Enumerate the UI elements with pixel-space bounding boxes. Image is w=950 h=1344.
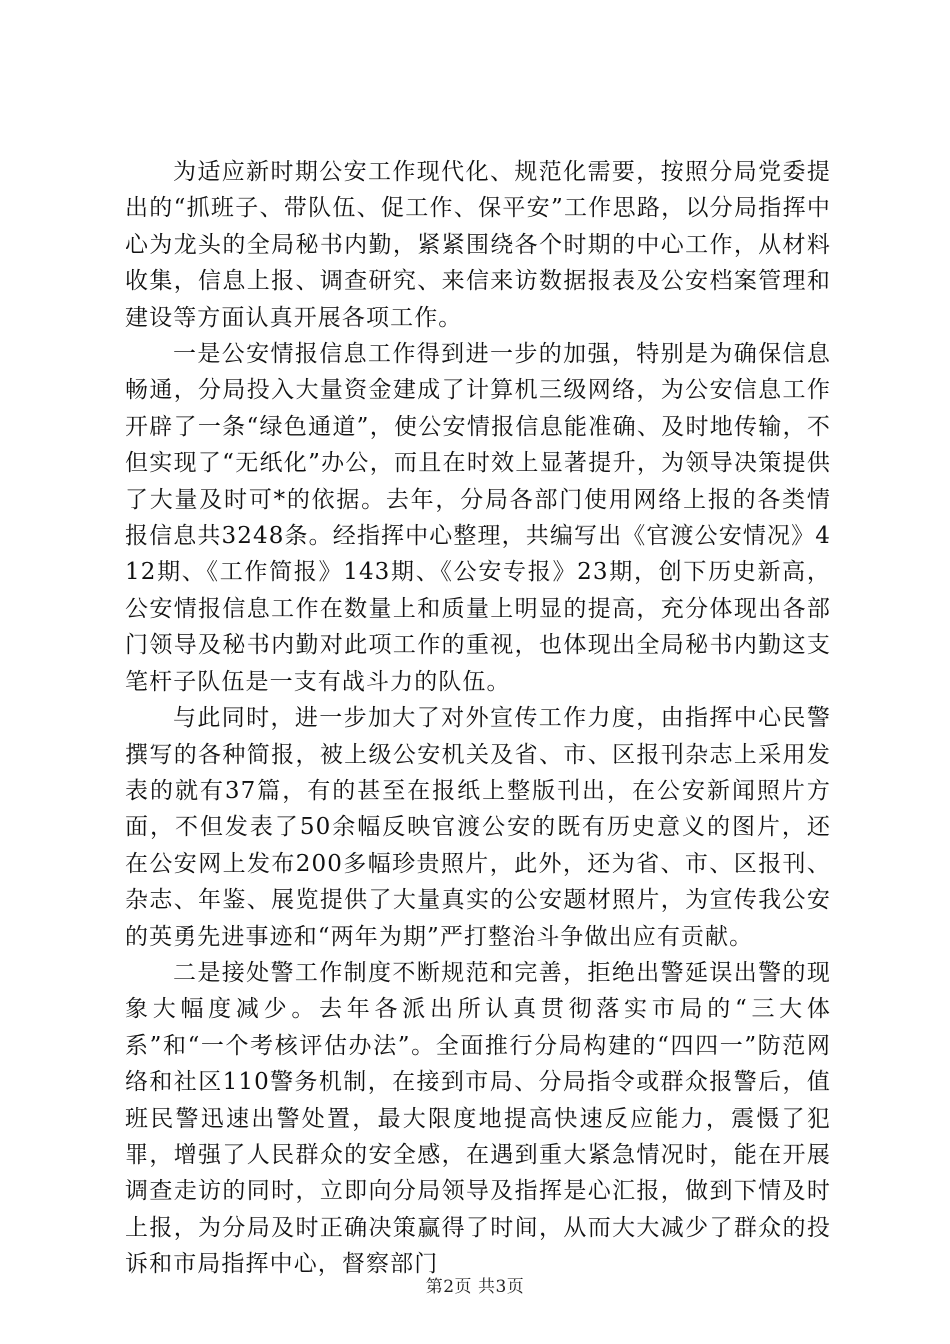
paragraph-police-dispatch: 二是接处警工作制度不断规范和完善，拒绝出警延误出警的现象大幅度减少。去年各派出所认真贯彻落实市局的“三大体系”和“一个考核评估办法”。全面推行分局构建的“四四一”防范网络和社区110警务机制，在接到市局、分局指令或群众报警后，值班民警迅速出警处置，最大限度地提高快速反应能力，震慑了犯罪，增强了人民群众的安全感，在遇到重大紧急情况时，能在开展调查走访的同时，立即向分局领导及指挥是心汇报，做到下情及时上报，为分局及时正确决策赢得了时间，从而大大减少了群众的投诉和市局指挥中心，督察部门 — [125, 959, 831, 1278]
paragraph-intelligence-info: 一是公安情报信息工作得到进一步的加强，特别是为确保信息畅通，分局投入大量资金建成了计算机三级网络，为公安信息工作开辟了一条“绿色通道”，使公安情报信息能准确、及时地传输，不但实现了“无纸化”办公，而且在时效上显著提升，为领导决策提供了大量及时可*的依据。去年，分局各部门使用网络上报的各类情报信息共3248条。经指挥中心整理，共编写出《官渡公安情况》412期、《工作简报》143期、《公安专报》23期，创下历史新高，公安情报信息工作在数量上和质量上明显的提高，充分体现出各部门领导及秘书内勤对此项工作的重视，也体现出全局秘书内勤这支笔杆子队伍是一支有战斗力的队伍。 — [125, 341, 831, 695]
paragraph-publicity: 与此同时，进一步加大了对外宣传工作力度，由指挥中心民警撰写的各种简报，被上级公安机关及省、市、区报刊杂志上采用发表的就有37篇，有的甚至在报纸上整版刊出，在公安新闻照片方面，不但发表了50余幅反映官渡公安的既有历史意义的图片，还在公安网上发布200多幅珍贵照片，此外，还为省、市、区报刊、杂志、年鉴、展览提供了大量真实的公安题材照片，为宣传我公安的英勇先进事迹和“两年为期”严打整治斗争做出应有贡献。 — [125, 705, 831, 950]
page-number-footer: 第2页 共3页 — [425, 1277, 525, 1297]
paragraph-intro: 为适应新时期公安工作现代化、规范化需要，按照分局党委提出的“抓班子、带队伍、促工作、保平安”工作思路，以分局指挥中心为龙头的全局秘书内勤，紧紧围绕各个时期的中心工作，从材料收集，信息上报、调查研究、来信来访数据报表及公安档案管理和建设等方面认真开展各项工作。 — [125, 159, 831, 331]
document-body — [125, 154, 831, 1283]
